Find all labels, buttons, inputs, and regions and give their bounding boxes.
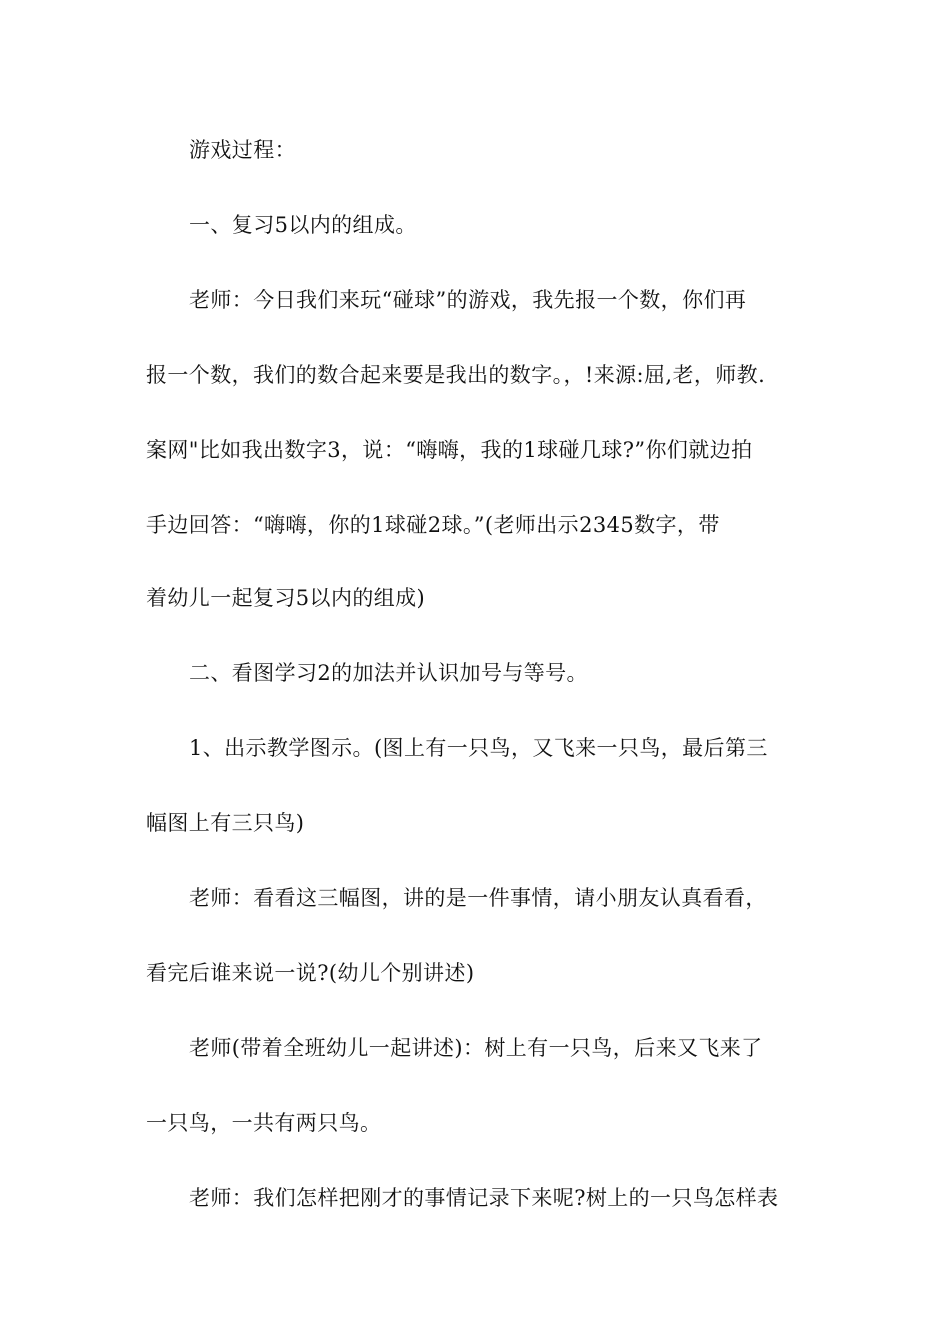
paragraph-line: 着幼儿一起复习5以内的组成): [146, 586, 426, 610]
paragraph-line: 看完后谁来说一说?(幼儿个别讲述): [146, 961, 475, 985]
paragraph-line: 幅图上有三只鸟): [146, 811, 305, 835]
paragraph-line: 老师(带着全班幼儿一起讲述)：树上有一只鸟，后来又飞来了: [189, 1036, 763, 1060]
section-heading-2: 二、看图学习2的加法并认识加号与等号。: [189, 661, 588, 685]
section-heading-1: 一、复习5以内的组成。: [189, 213, 417, 237]
paragraph-line: 案网"比如我出数字3，说：“嗨嗨，我的1球碰几球?”你们就边拍: [146, 438, 753, 462]
paragraph-line: 老师：看看这三幅图，讲的是一件事情，请小朋友认真看看，: [189, 886, 767, 910]
paragraph-line: 1、出示教学图示。(图上有一只鸟，又飞来一只鸟，最后第三: [189, 736, 768, 760]
paragraph-line: 老师：我们怎样把刚才的事情记录下来呢?树上的一只鸟怎样表: [189, 1186, 779, 1210]
paragraph-line: 一只鸟，一共有两只鸟。: [146, 1111, 382, 1135]
paragraph-line: 老师：今日我们来玩“碰球”的游戏，我先报一个数，你们再: [189, 288, 747, 312]
paragraph-heading-game-process: 游戏过程：: [189, 138, 296, 162]
paragraph-line: 报一个数，我们的数合起来要是我出的数字。，!来源:屈,老，师教.: [146, 363, 766, 387]
paragraph-line: 手边回答：“嗨嗨，你的1球碰2球。”(老师出示2345数字，带: [146, 513, 720, 537]
